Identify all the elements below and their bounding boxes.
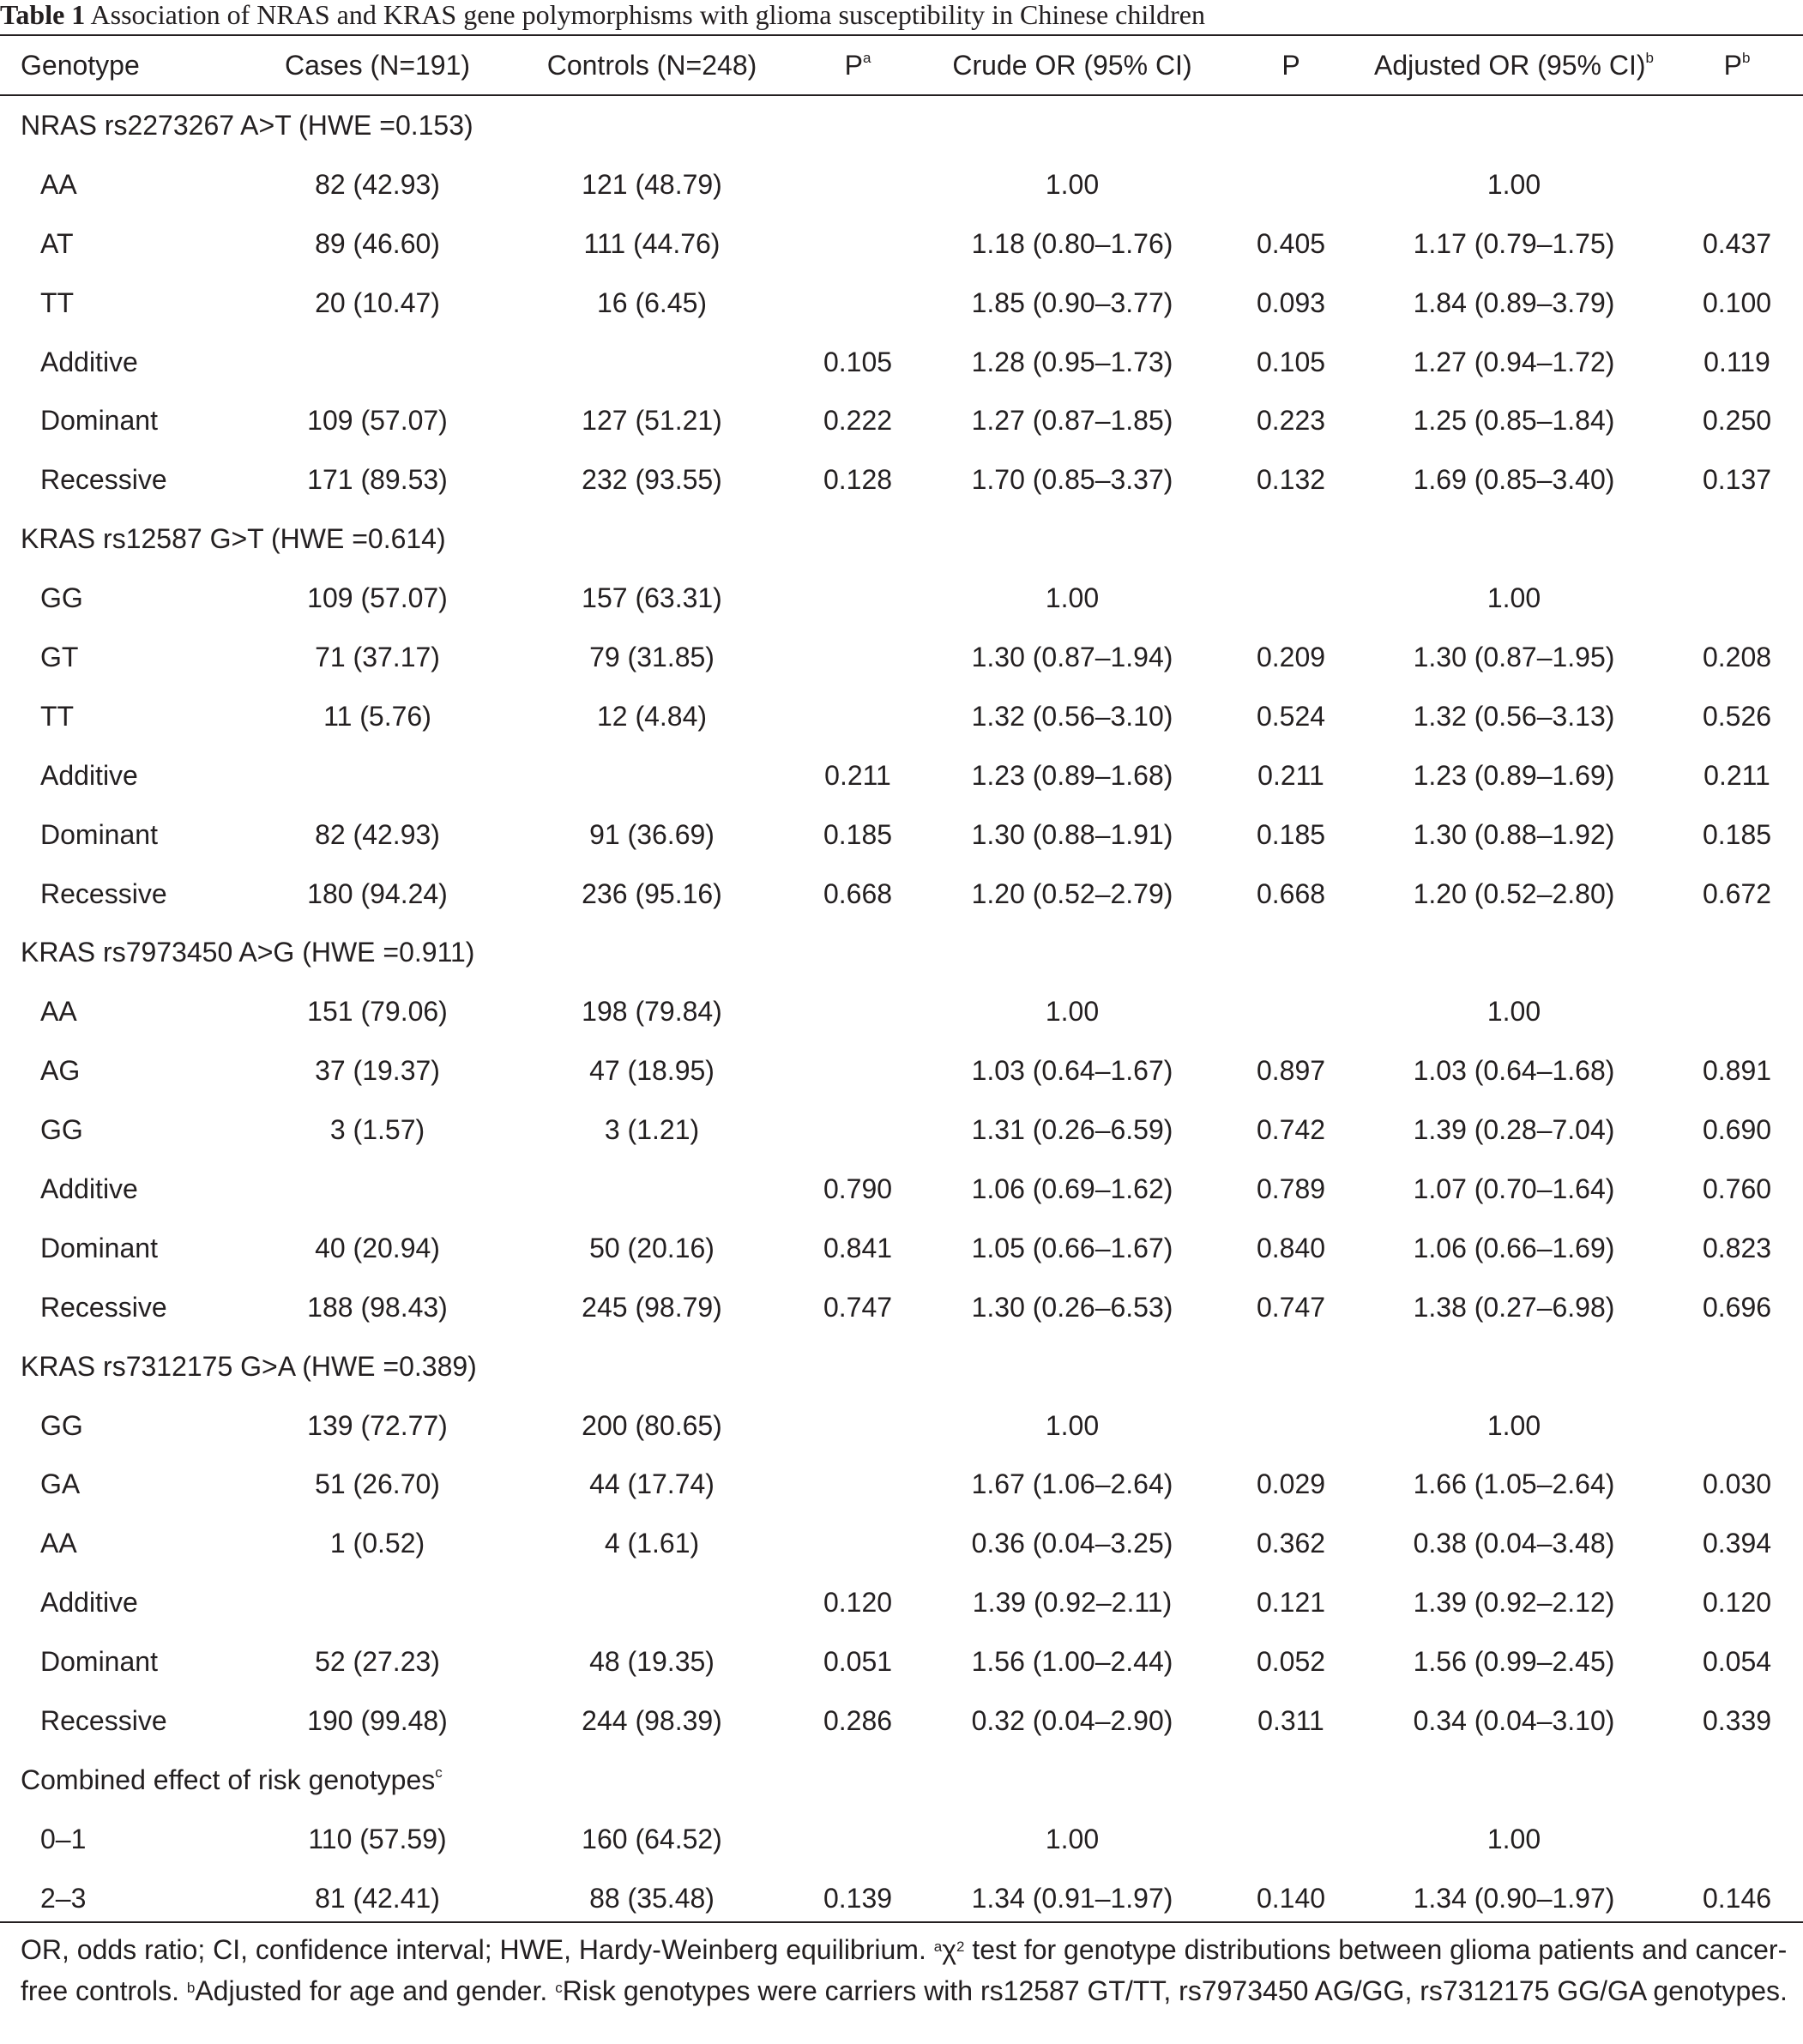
cell-p-chi: 0.790: [823, 1173, 893, 1204]
cell-p-chi: [806, 1100, 909, 1160]
cell-adjusted-or: 1.56 (0.99–2.45): [1413, 1646, 1615, 1678]
cell-p-chi: [806, 214, 909, 274]
cell-p-adjusted: 0.100: [1702, 286, 1772, 318]
cell-p-chi: [806, 982, 909, 1041]
cell-p-adjusted: 0.030: [1702, 1468, 1772, 1500]
cell-p-adjusted: 0.339: [1702, 1704, 1772, 1736]
cell-adjusted-or: 1.17 (0.79–1.75): [1413, 227, 1615, 259]
cell-p-adjusted: [1685, 569, 1788, 628]
cell-cases: 171 (89.53): [307, 464, 448, 496]
cell-controls: [515, 1160, 789, 1219]
cell-cases: 71 (37.17): [315, 641, 440, 672]
cell-adjusted-or: 1.84 (0.89–3.79): [1413, 286, 1615, 318]
cell-cases: 82 (42.93): [315, 818, 440, 850]
cell-controls: 4 (1.61): [604, 1528, 700, 1559]
table-row: [0, 569, 1803, 628]
cell-cases: 11 (5.76): [323, 700, 431, 732]
caption-label: Table 1: [0, 0, 86, 30]
header-genotype: Genotype: [21, 49, 140, 81]
table-body: [0, 96, 1803, 1928]
table-row: [0, 1455, 1803, 1514]
table-row: [0, 1219, 1803, 1278]
table-footnote: OR, odds ratio; CI, confidence interval; HWE, Hardy-Weinberg equilibrium. $^a\chi^2$ test for genotype distributions between glioma patients and cancer-free controls. $^b$Adjusted for age and gender. $^c$Risk genotypes were carriers with rs12587 GT/TT, rs7973450 AG/GG, rs7312175 GG/GA genotypes.: [21, 1934, 1788, 2006]
cell-p-crude: 0.524: [1256, 700, 1326, 732]
cell-p-crude: 0.185: [1256, 818, 1326, 850]
cell-genotype: AT: [40, 227, 74, 259]
cell-p-adjusted: 0.137: [1702, 464, 1772, 496]
cell-p-adjusted: 0.526: [1702, 700, 1772, 732]
cell-cases: 82 (42.93): [315, 168, 440, 200]
header-p-adjusted: P $^b$: [1723, 49, 1751, 81]
cell-p-crude: [1235, 1396, 1347, 1456]
cell-p-adjusted: 0.394: [1702, 1528, 1772, 1559]
section-label: KRAS rs12587 G>T (HWE =0.614): [21, 523, 446, 555]
cell-p-crude: [1235, 155, 1347, 214]
cell-p-adjusted: 0.760: [1702, 1173, 1772, 1204]
cell-genotype: AG: [40, 1055, 81, 1087]
cell-p-crude: 0.405: [1256, 227, 1326, 259]
cell-crude-or: 1.39 (0.92–2.11): [972, 1587, 1173, 1619]
cell-p-crude: 0.052: [1256, 1646, 1326, 1678]
cell-p-chi: 0.051: [823, 1646, 893, 1678]
cell-controls: 3 (1.21): [604, 1114, 700, 1146]
cell-crude-or: 1.20 (0.52–2.79): [971, 877, 1173, 909]
table-row: [0, 391, 1803, 450]
cell-p-chi: [806, 1810, 909, 1869]
cell-p-adjusted: 0.891: [1702, 1055, 1772, 1087]
cell-crude-or: 1.70 (0.85–3.37): [971, 464, 1173, 496]
table-row: [0, 274, 1803, 333]
cell-crude-or: 1.23 (0.89–1.68): [971, 759, 1173, 791]
cell-p-adjusted: [1685, 155, 1788, 214]
cell-p-adjusted: 0.208: [1702, 641, 1772, 672]
cell-cases: [257, 1160, 497, 1219]
cell-cases: 110 (57.59): [308, 1823, 447, 1854]
table-row: [0, 155, 1803, 214]
cell-controls: 111 (44.76): [583, 227, 721, 259]
table-row: [0, 1278, 1803, 1337]
cell-crude-or: 1.30 (0.26–6.53): [971, 1291, 1173, 1323]
cell-controls: 121 (48.79): [582, 168, 722, 200]
cell-p-crude: 0.211: [1257, 759, 1324, 791]
cell-p-crude: 0.121: [1256, 1587, 1326, 1619]
cell-crude-or: 0.36 (0.04–3.25): [971, 1528, 1173, 1559]
cell-controls: 127 (51.21): [582, 405, 722, 437]
cell-controls: 232 (93.55): [582, 464, 722, 496]
cell-p-crude: [1235, 569, 1347, 628]
section-header-row: [0, 1751, 1803, 1810]
table-row: [0, 1041, 1803, 1100]
cell-crude-or: 1.30 (0.88–1.91): [971, 818, 1173, 850]
cell-crude-or: 0.32 (0.04–2.90): [971, 1704, 1173, 1736]
table-row: [0, 1514, 1803, 1573]
cell-controls: 198 (79.84): [582, 996, 722, 1028]
cell-adjusted-or: 1.00: [1486, 582, 1541, 614]
cell-genotype: 0–1: [40, 1823, 87, 1854]
cell-genotype: Recessive: [40, 1704, 167, 1736]
cell-cases: 20 (10.47): [315, 286, 440, 318]
cell-adjusted-or: 1.03 (0.64–1.68): [1413, 1055, 1615, 1087]
cell-p-chi: 0.211: [824, 759, 891, 791]
cell-genotype: Dominant: [40, 1232, 158, 1263]
cell-genotype: GG: [40, 582, 83, 614]
cell-p-chi: [806, 1396, 909, 1456]
cell-adjusted-or: 1.00: [1486, 168, 1541, 200]
cell-crude-or: 1.00: [1045, 996, 1100, 1028]
cell-genotype: Recessive: [40, 877, 167, 909]
cell-adjusted-or: 1.30 (0.88–1.92): [1413, 818, 1615, 850]
table-row: [0, 1573, 1803, 1632]
cell-cases: 51 (26.70): [315, 1468, 440, 1500]
header-crude-or: Crude OR (95% CI): [952, 49, 1192, 81]
header-p-chi: P $^a$: [844, 49, 871, 81]
header-p-crude: P: [1281, 49, 1300, 81]
cell-controls: 50 (20.16): [589, 1232, 715, 1263]
cell-crude-or: 1.67 (1.06–2.64): [971, 1468, 1173, 1500]
cell-p-chi: [806, 1514, 909, 1573]
cell-p-crude: 0.093: [1256, 286, 1326, 318]
cell-p-crude: 0.789: [1256, 1173, 1326, 1204]
cell-controls: 160 (64.52): [582, 1823, 722, 1854]
cell-p-crude: 0.742: [1256, 1114, 1326, 1146]
table-row: [0, 805, 1803, 865]
cell-adjusted-or: 1.34 (0.90–1.97): [1413, 1882, 1615, 1914]
cell-p-chi: 0.286: [823, 1704, 893, 1736]
cell-p-chi: [806, 628, 909, 687]
cell-cases: 37 (19.37): [315, 1055, 440, 1087]
cell-genotype: 2–3: [40, 1882, 87, 1914]
section-label: KRAS rs7312175 G>A (HWE =0.389): [21, 1350, 477, 1382]
cell-cases: 40 (20.94): [315, 1232, 440, 1263]
table-row: [0, 1691, 1803, 1751]
cell-genotype: Recessive: [40, 464, 167, 496]
cell-controls: 47 (18.95): [589, 1055, 715, 1087]
table-row: [0, 214, 1803, 274]
cell-controls: 91 (36.69): [589, 818, 715, 850]
cell-p-crude: 0.140: [1256, 1882, 1326, 1914]
cell-genotype: TT: [40, 700, 75, 732]
cell-p-chi: [806, 274, 909, 333]
cell-controls: 79 (31.85): [589, 641, 715, 672]
cell-controls: 200 (80.65): [582, 1409, 722, 1441]
cell-p-adjusted: 0.823: [1702, 1232, 1772, 1263]
cell-cases: [257, 333, 497, 392]
cell-p-adjusted: 0.672: [1702, 877, 1772, 909]
cell-cases: 188 (98.43): [307, 1291, 448, 1323]
cell-crude-or: 1.00: [1045, 1823, 1100, 1854]
cell-adjusted-or: 1.25 (0.85–1.84): [1413, 405, 1615, 437]
cell-crude-or: 1.56 (1.00–2.44): [971, 1646, 1173, 1678]
cell-p-crude: 0.897: [1256, 1055, 1326, 1087]
table-row: [0, 687, 1803, 746]
cell-p-chi: 0.139: [823, 1882, 893, 1914]
cell-p-chi: 0.105: [823, 346, 893, 377]
cell-crude-or: 1.28 (0.95–1.73): [971, 346, 1173, 377]
table-row: [0, 1869, 1803, 1928]
cell-controls: 157 (63.31): [582, 582, 722, 614]
section-header-row: [0, 923, 1803, 982]
cell-p-chi: 0.841: [823, 1232, 893, 1263]
cell-genotype: AA: [40, 996, 77, 1028]
cell-cases: 1 (0.52): [329, 1528, 425, 1559]
cell-p-crude: [1235, 982, 1347, 1041]
cell-adjusted-or: 1.39 (0.28–7.04): [1413, 1114, 1615, 1146]
table-row: [0, 982, 1803, 1041]
cell-p-chi: [806, 155, 909, 214]
cell-crude-or: 1.00: [1045, 1409, 1100, 1441]
table-row: [0, 1100, 1803, 1160]
cell-adjusted-or: 0.38 (0.04–3.48): [1413, 1528, 1615, 1559]
cell-crude-or: 1.00: [1045, 168, 1100, 200]
cell-controls: [515, 1573, 789, 1632]
header-adjusted-or: Adjusted OR (95% CI) $^b$: [1373, 49, 1655, 81]
cell-p-chi: 0.128: [823, 464, 893, 496]
cell-p-chi: 0.222: [823, 405, 893, 437]
cell-crude-or: 1.18 (0.80–1.76): [971, 227, 1173, 259]
cell-genotype: Additive: [40, 759, 138, 791]
cell-adjusted-or: 1.00: [1486, 996, 1541, 1028]
cell-adjusted-or: 1.06 (0.66–1.69): [1413, 1232, 1615, 1263]
section-header-row: [0, 96, 1803, 155]
cell-p-chi: 0.185: [823, 818, 893, 850]
cell-p-crude: 0.311: [1257, 1704, 1324, 1736]
cell-p-crude: 0.105: [1256, 346, 1326, 377]
cell-cases: 109 (57.07): [307, 582, 448, 614]
cell-controls: 245 (98.79): [582, 1291, 722, 1323]
cell-adjusted-or: 1.66 (1.05–2.64): [1413, 1468, 1615, 1500]
table-row: [0, 450, 1803, 509]
cell-cases: 139 (72.77): [307, 1409, 448, 1441]
table-row: [0, 1396, 1803, 1456]
cell-controls: [515, 746, 789, 805]
cell-adjusted-or: 1.23 (0.89–1.69): [1413, 759, 1615, 791]
cell-p-chi: 0.668: [823, 877, 893, 909]
top-rule: [0, 34, 1803, 36]
cell-controls: 236 (95.16): [582, 877, 722, 909]
cell-cases: 190 (99.48): [307, 1704, 448, 1736]
cell-crude-or: 1.85 (0.90–3.77): [971, 286, 1173, 318]
table-row: [0, 333, 1803, 392]
cell-p-chi: [806, 1455, 909, 1514]
cell-cases: 89 (46.60): [315, 227, 440, 259]
cell-p-crude: 0.029: [1256, 1468, 1326, 1500]
section-label: NRAS rs2273267 A>T (HWE =0.153): [21, 109, 473, 141]
header-controls: Controls (N=248): [546, 49, 757, 81]
table-row: [0, 628, 1803, 687]
cell-p-chi: 0.120: [823, 1587, 893, 1619]
cell-cases: 52 (27.23): [315, 1646, 440, 1678]
cell-genotype: Additive: [40, 346, 138, 377]
cell-adjusted-or: 1.20 (0.52–2.80): [1413, 877, 1615, 909]
table-row: [0, 1632, 1803, 1691]
cell-genotype: GA: [40, 1468, 81, 1500]
cell-p-adjusted: 0.690: [1702, 1114, 1772, 1146]
cell-crude-or: 1.31 (0.26–6.59): [971, 1114, 1173, 1146]
section-label: Combined effect of risk genotypes $^c$: [21, 1764, 443, 1795]
cell-controls: 244 (98.39): [582, 1704, 722, 1736]
header-cases: Cases (N=191): [284, 49, 471, 81]
cell-genotype: AA: [40, 168, 77, 200]
bottom-rule: [0, 1921, 1803, 1923]
section-header-row: [0, 1337, 1803, 1396]
cell-genotype: GT: [40, 641, 79, 672]
cell-genotype: AA: [40, 1528, 77, 1559]
cell-p-adjusted: 0.146: [1702, 1882, 1772, 1914]
cell-p-crude: 0.747: [1256, 1291, 1326, 1323]
cell-p-crude: 0.840: [1256, 1232, 1326, 1263]
cell-genotype: Additive: [40, 1587, 138, 1619]
cell-adjusted-or: 1.30 (0.87–1.95): [1413, 641, 1615, 672]
cell-crude-or: 1.05 (0.66–1.67): [971, 1232, 1173, 1263]
cell-p-adjusted: 0.437: [1702, 227, 1772, 259]
cell-genotype: GG: [40, 1114, 83, 1146]
cell-genotype: Dominant: [40, 818, 158, 850]
cell-adjusted-or: 1.39 (0.92–2.12): [1413, 1587, 1615, 1619]
cell-p-adjusted: 0.185: [1702, 818, 1772, 850]
cell-adjusted-or: 1.00: [1486, 1409, 1541, 1441]
cell-adjusted-or: 1.07 (0.70–1.64): [1413, 1173, 1615, 1204]
cell-adjusted-or: 1.32 (0.56–3.13): [1413, 700, 1615, 732]
cell-genotype: Additive: [40, 1173, 138, 1204]
table-header: [0, 37, 1803, 93]
cell-p-adjusted: [1685, 982, 1788, 1041]
cell-p-crude: 0.223: [1256, 405, 1326, 437]
table-row: [0, 865, 1803, 924]
cell-p-chi: [806, 569, 909, 628]
cell-p-chi: [806, 1041, 909, 1100]
cell-adjusted-or: 1.00: [1486, 1823, 1541, 1854]
cell-genotype: Dominant: [40, 1646, 158, 1678]
cell-cases: 180 (94.24): [307, 877, 448, 909]
cell-controls: [515, 333, 789, 392]
cell-p-crude: 0.209: [1256, 641, 1326, 672]
cell-crude-or: 1.27 (0.87–1.85): [971, 405, 1173, 437]
cell-p-adjusted: 0.120: [1702, 1587, 1772, 1619]
cell-cases: 109 (57.07): [307, 405, 448, 437]
cell-adjusted-or: 1.27 (0.94–1.72): [1413, 346, 1615, 377]
cell-controls: 16 (6.45): [596, 286, 708, 318]
cell-cases: 3 (1.57): [329, 1114, 425, 1146]
cell-adjusted-or: 1.69 (0.85–3.40): [1413, 464, 1615, 496]
cell-crude-or: 1.32 (0.56–3.10): [971, 700, 1173, 732]
cell-crude-or: 1.00: [1045, 582, 1100, 614]
table-caption: [0, 0, 1803, 31]
cell-cases: 151 (79.06): [307, 996, 448, 1028]
table-row: [0, 1810, 1803, 1869]
cell-cases: 81 (42.41): [315, 1882, 440, 1914]
cell-controls: 88 (35.48): [589, 1882, 715, 1914]
cell-genotype: GG: [40, 1409, 83, 1441]
cell-controls: 48 (19.35): [589, 1646, 715, 1678]
cell-p-adjusted: 0.119: [1704, 346, 1770, 377]
cell-p-crude: 0.362: [1256, 1528, 1326, 1559]
cell-p-crude: 0.132: [1256, 464, 1326, 496]
cell-adjusted-or: 1.38 (0.27–6.98): [1413, 1291, 1615, 1323]
cell-p-crude: [1235, 1810, 1347, 1869]
cell-cases: [257, 746, 497, 805]
section-header-row: [0, 509, 1803, 569]
table-row: [0, 746, 1803, 805]
cell-p-adjusted: [1685, 1396, 1788, 1456]
cell-crude-or: 1.06 (0.69–1.62): [971, 1173, 1173, 1204]
section-label: KRAS rs7973450 A>G (HWE =0.911): [21, 937, 475, 968]
cell-p-chi: [806, 687, 909, 746]
cell-genotype: TT: [40, 286, 75, 318]
cell-p-adjusted: 0.250: [1702, 405, 1772, 437]
cell-p-adjusted: [1685, 1810, 1788, 1869]
cell-p-adjusted: 0.054: [1702, 1646, 1772, 1678]
cell-p-adjusted: 0.211: [1704, 759, 1770, 791]
cell-adjusted-or: 0.34 (0.04–3.10): [1413, 1704, 1615, 1736]
cell-cases: [257, 1573, 497, 1632]
cell-crude-or: 1.03 (0.64–1.67): [971, 1055, 1173, 1087]
cell-p-chi: 0.747: [823, 1291, 893, 1323]
cell-genotype: Dominant: [40, 405, 158, 437]
cell-controls: 44 (17.74): [589, 1468, 715, 1500]
cell-p-crude: 0.668: [1256, 877, 1326, 909]
cell-crude-or: 1.30 (0.87–1.94): [971, 641, 1173, 672]
cell-genotype: Recessive: [40, 1291, 167, 1323]
cell-crude-or: 1.34 (0.91–1.97): [971, 1882, 1173, 1914]
cell-controls: 12 (4.84): [596, 700, 708, 732]
table-row: [0, 1160, 1803, 1219]
cell-p-adjusted: 0.696: [1702, 1291, 1772, 1323]
caption-text: Association of NRAS and KRAS gene polymorphisms with glioma susceptibility in Chinese children: [90, 0, 1205, 30]
